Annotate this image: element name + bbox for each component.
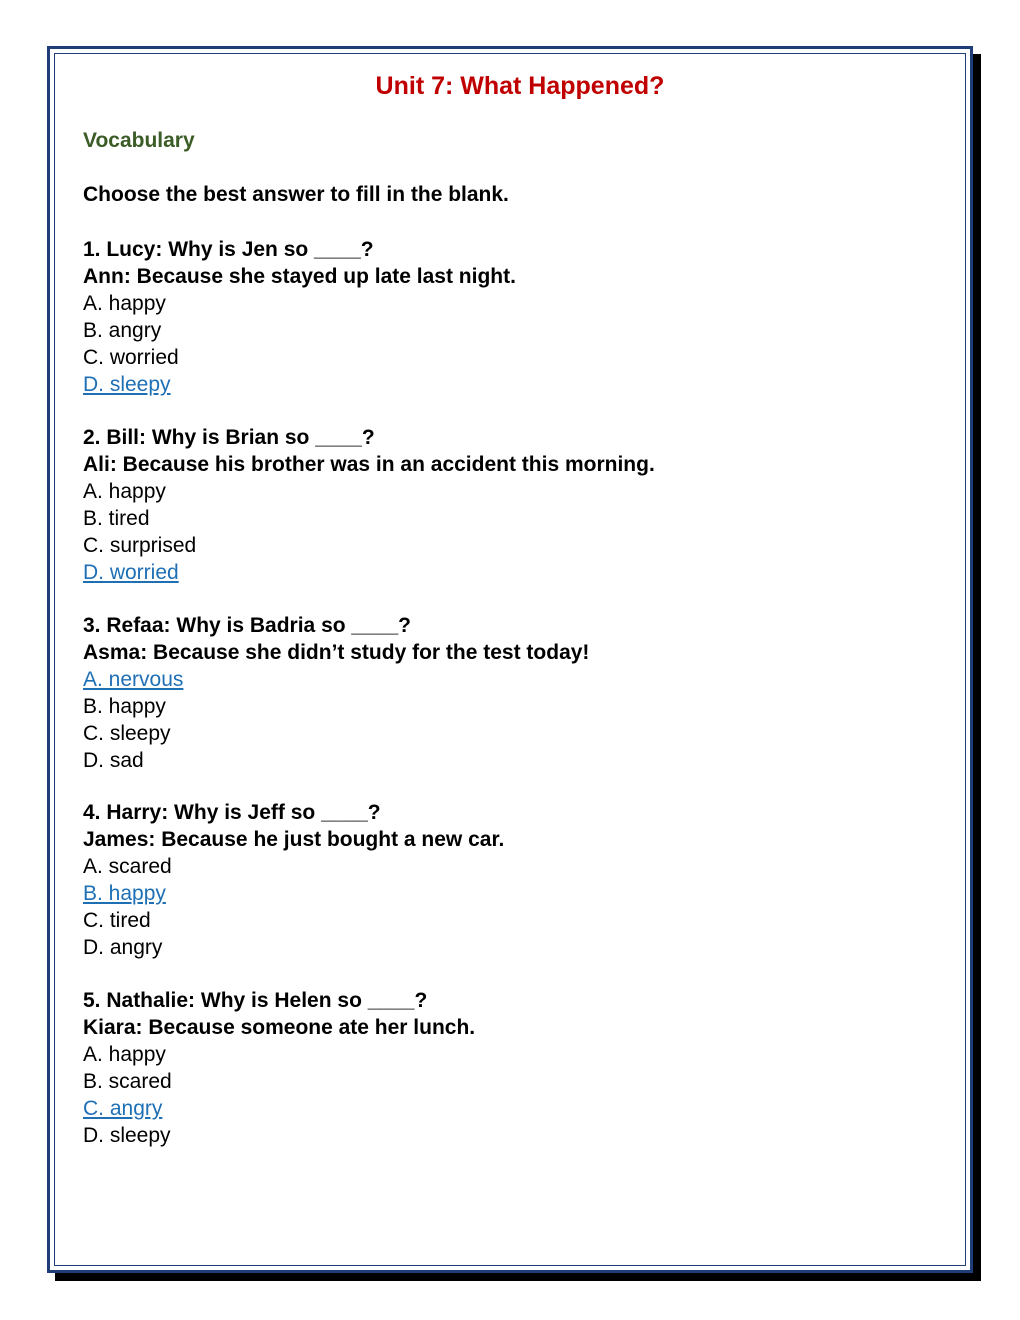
question-prompt: 3. Refaa: Why is Badria so ____?	[83, 614, 411, 637]
option-a-answer-link[interactable]: A. nervous	[83, 668, 184, 691]
question-response: Ann: Because she stayed up late last night.	[83, 265, 516, 288]
question-1	[83, 236, 516, 398]
question-prompt: 5. Nathalie: Why is Helen so ____?	[83, 989, 428, 1012]
question-4	[83, 799, 504, 961]
option-c-answer-link[interactable]: C. angry	[83, 1097, 163, 1120]
question-5	[83, 987, 475, 1149]
question-3	[83, 612, 589, 774]
question-prompt: 1. Lucy: Why is Jen so ____?	[83, 238, 374, 261]
option-c: C. worried	[83, 346, 179, 369]
option-b: B. happy	[83, 695, 166, 718]
question-response: Ali: Because his brother was in an accident this morning.	[83, 453, 655, 476]
option-b-answer-link[interactable]: B. happy	[83, 882, 166, 905]
question-response: James: Because he just bought a new car.	[83, 828, 505, 851]
option-d: D. sad	[83, 749, 144, 772]
option-a: A. scared	[83, 855, 172, 878]
option-c: C. surprised	[83, 534, 197, 557]
question-prompt: 4. Harry: Why is Jeff so ____?	[83, 801, 381, 824]
option-d: D. angry	[83, 936, 163, 959]
question-prompt: 2. Bill: Why is Brian so ____?	[83, 426, 375, 449]
question-response: Kiara: Because someone ate her lunch.	[83, 1016, 476, 1039]
question-response: Asma: Because she didn’t study for the test today!	[83, 641, 590, 664]
option-a: A. happy	[83, 292, 166, 315]
option-b: B. tired	[83, 507, 150, 530]
option-c: C. sleepy	[83, 722, 171, 745]
option-a: A. happy	[83, 480, 166, 503]
option-c: C. tired	[83, 909, 151, 932]
worksheet-title: Unit 7: What Happened?	[375, 72, 665, 100]
question-2	[83, 424, 655, 586]
section-heading: Vocabulary	[83, 129, 195, 152]
option-b: B. angry	[83, 319, 162, 342]
instruction-text: Choose the best answer to fill in the blank.	[83, 183, 509, 206]
option-d-answer-link[interactable]: D. worried	[83, 561, 179, 584]
option-d-answer-link[interactable]: D. sleepy	[83, 373, 171, 396]
option-b: B. scared	[83, 1070, 172, 1093]
option-a: A. happy	[83, 1043, 166, 1066]
option-d: D. sleepy	[83, 1124, 171, 1147]
